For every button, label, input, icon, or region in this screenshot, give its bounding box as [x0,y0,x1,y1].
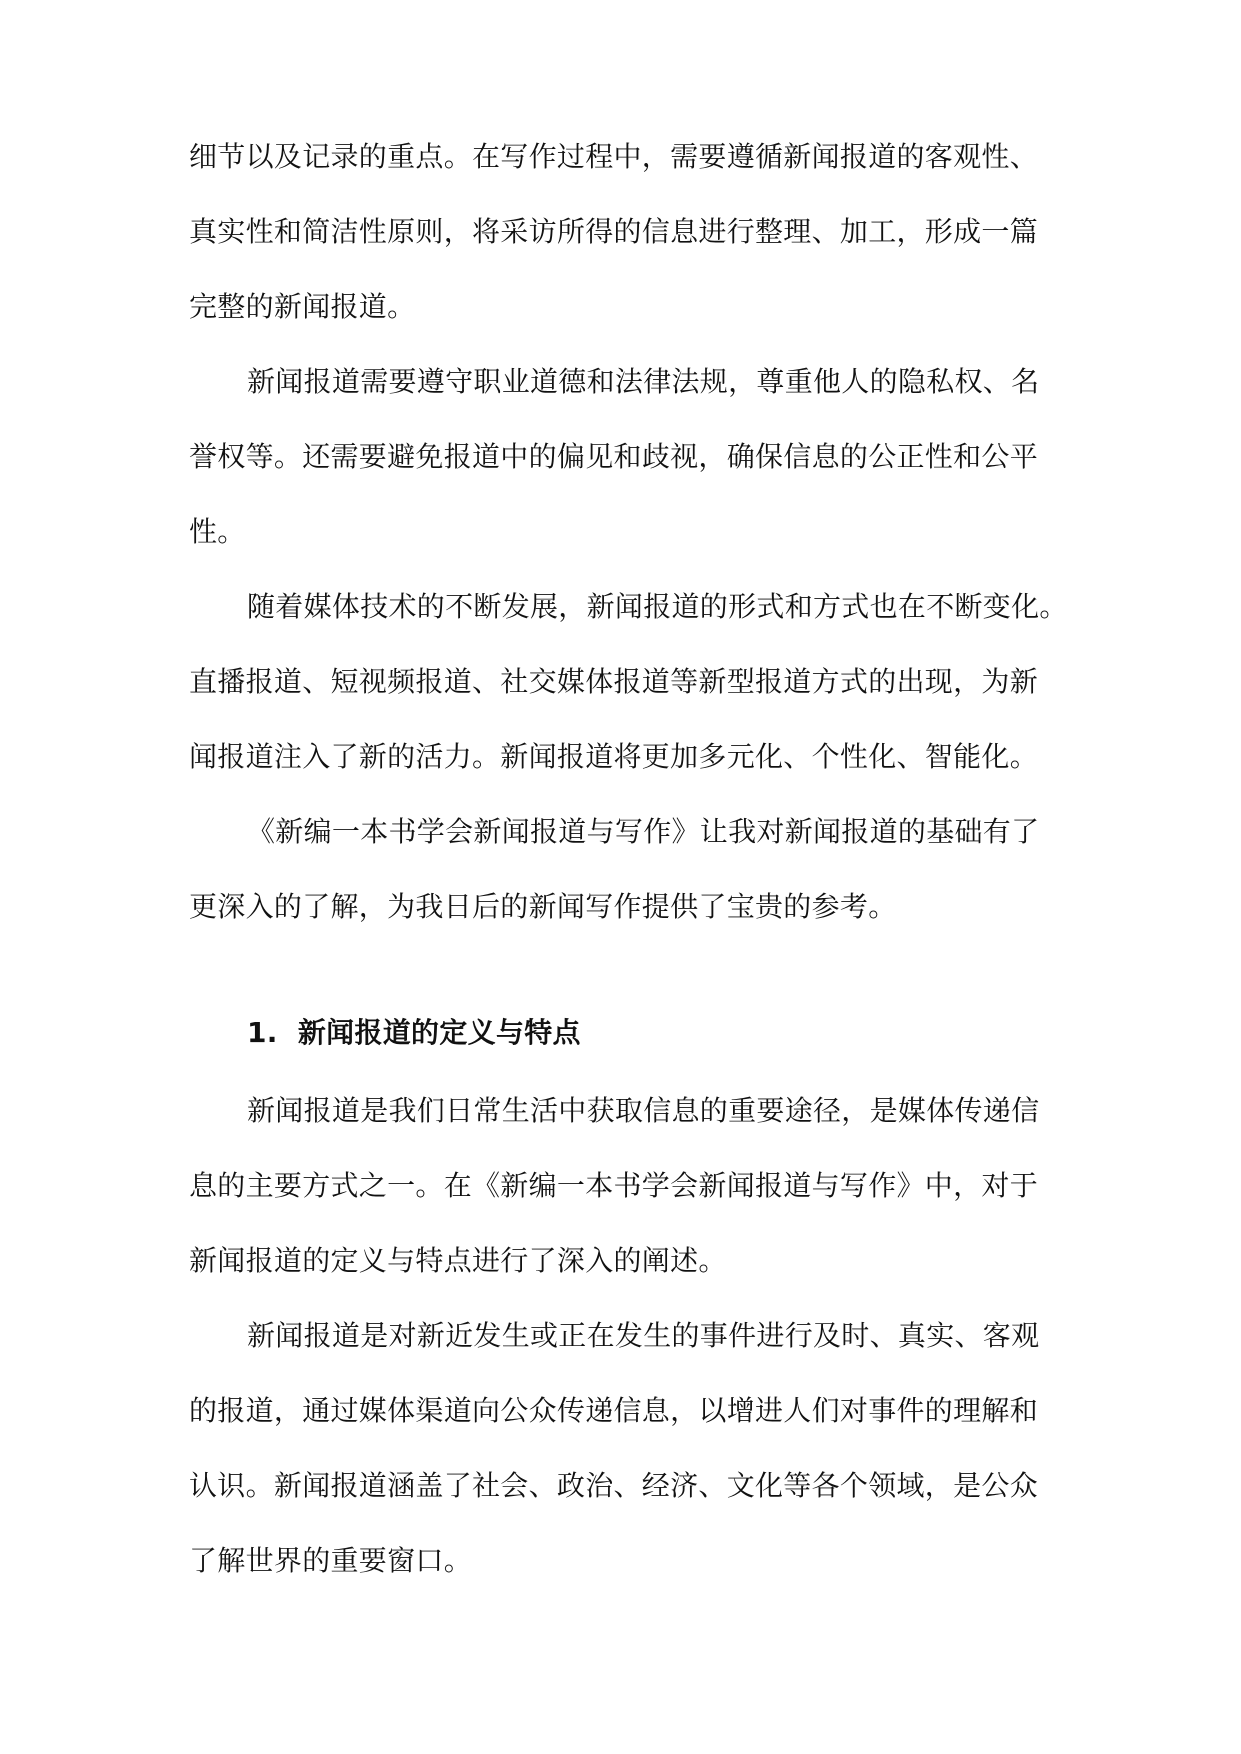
section-paragraph-2-line-3: 认识。新闻报道涵盖了社会、政治、经济、文化等各个领域，是公众 [189,1469,1039,1502]
section-paragraph-1-line-1: 新闻报道是我们日常生活中获取信息的重要途径，是媒体传递信 [247,1094,1040,1127]
section-paragraph-1-line-3: 新闻报道的定义与特点进行了深入的阐述。 [189,1244,727,1277]
paragraph-1-line-3: 完整的新闻报道。 [189,290,416,323]
section-title: 新闻报道的定义与特点 [297,1016,581,1049]
paragraph-2-line-2: 誉权等。还需要避免报道中的偏见和歧视，确保信息的公正性和公平 [189,440,1039,473]
section-paragraph-2-line-4: 了解世界的重要窗口。 [189,1544,473,1577]
paragraph-1-line-2: 真实性和简洁性原则，将采访所得的信息进行整理、加工，形成一篇 [189,215,1039,248]
paragraph-4-line-1: 《新编一本书学会新闻报道与写作》让我对新闻报道的基础有了 [247,815,1040,848]
paragraph-1-line-1: 细节以及记录的重点。在写作过程中，需要遵循新闻报道的客观性、 [189,140,1039,173]
paragraph-3-line-3: 闻报道注入了新的活力。新闻报道将更加多元化、个性化、智能化。 [189,740,1039,773]
paragraph-2-line-1: 新闻报道需要遵守职业道德和法律法规，尊重他人的隐私权、名 [247,365,1040,398]
paragraph-3-line-2: 直播报道、短视频报道、社交媒体报道等新型报道方式的出现，为新 [189,665,1039,698]
paragraph-4-line-2: 更深入的了解，为我日后的新闻写作提供了宝贵的参考。 [189,890,897,923]
paragraph-3-line-1: 随着媒体技术的不断发展，新闻报道的形式和方式也在不断变化。 [247,590,1068,623]
section-paragraph-2-line-1: 新闻报道是对新近发生或正在发生的事件进行及时、真实、客观 [247,1319,1040,1352]
section-number: 1. [247,1016,278,1049]
section-heading [247,1013,581,1053]
paragraph-2-line-3: 性。 [189,515,246,548]
section-paragraph-2-line-2: 的报道，通过媒体渠道向公众传递信息，以增进人们对事件的理解和 [189,1394,1039,1427]
section-paragraph-1-line-2: 息的主要方式之一。在《新编一本书学会新闻报道与写作》中，对于 [189,1169,1039,1202]
